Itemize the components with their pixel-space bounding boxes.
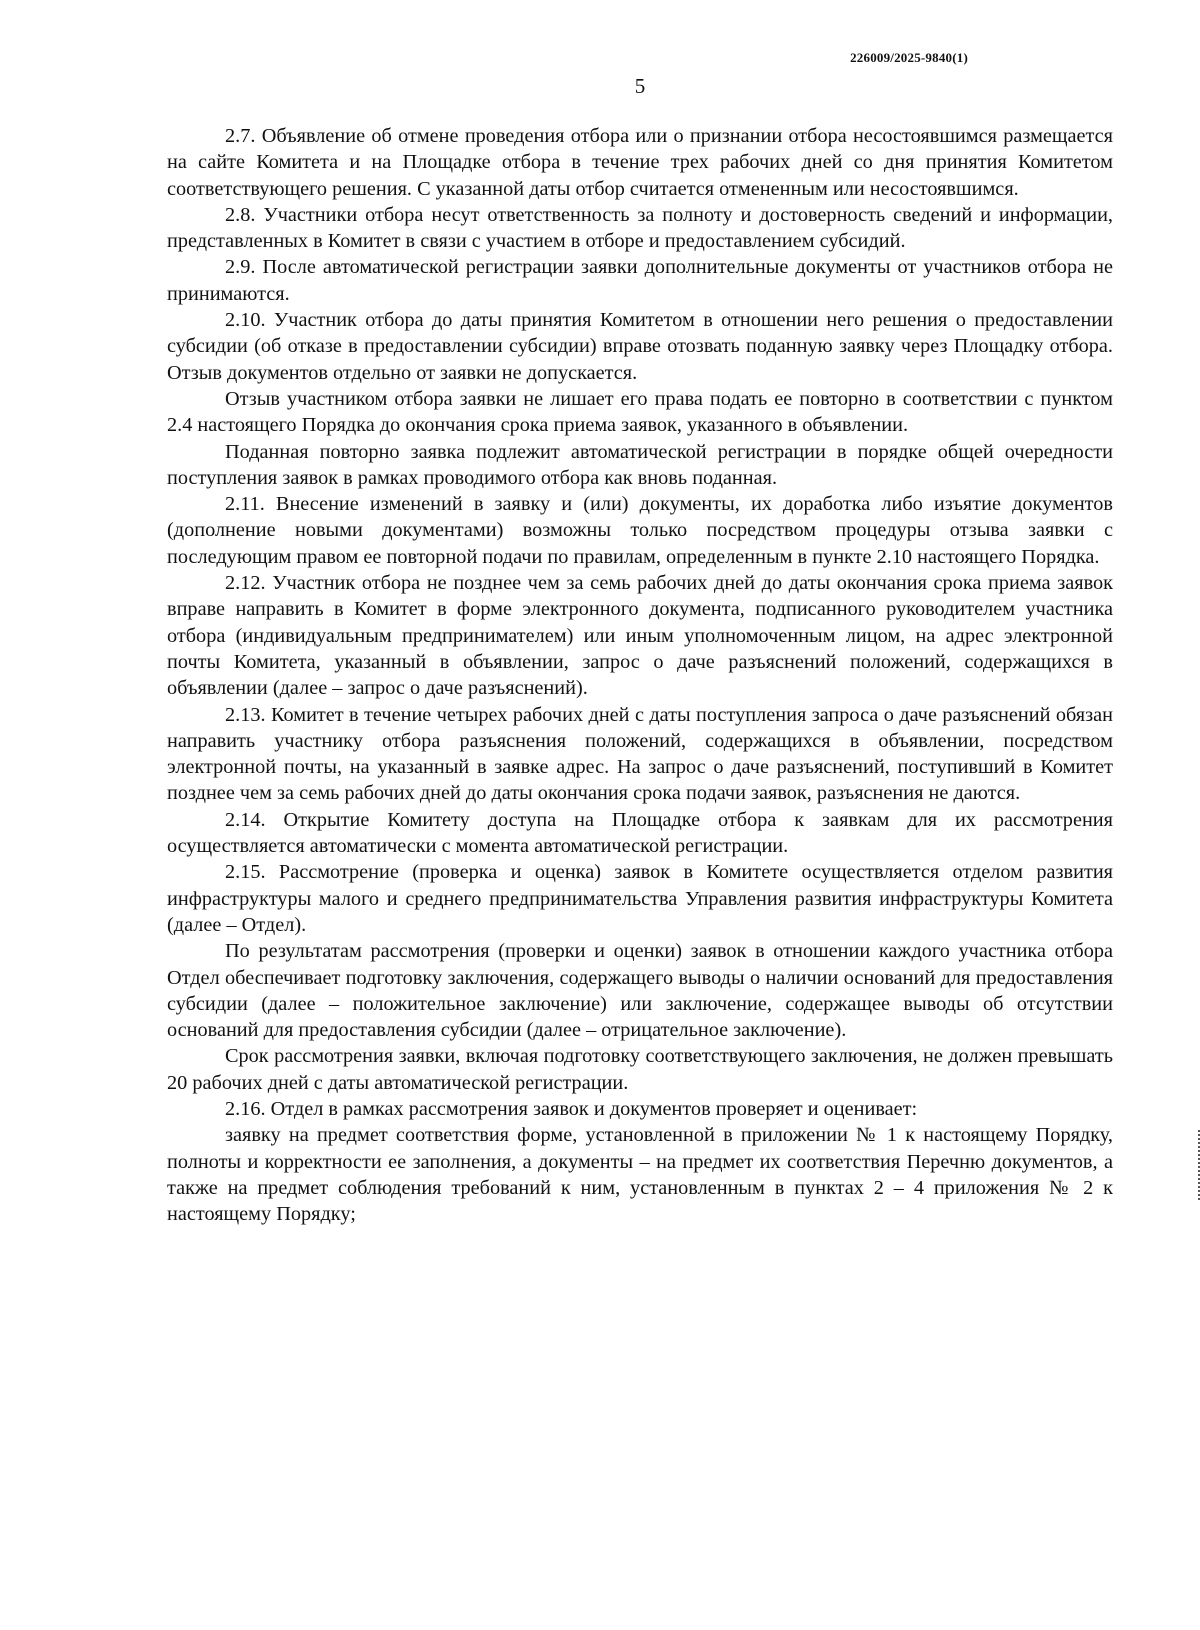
paragraph-2-16: 2.16. Отдел в рамках рассмотрения заявок и документов проверяет и оценивает: xyxy=(225,1097,918,1120)
document-body xyxy=(167,123,1113,1227)
paragraph-2-13: 2.13. Комитет в течение четырех рабочих дней с даты поступления запроса о даче разъяснений обязан направить участнику отбора разъяснения положений, содержащихся в объявлении, посредством электронной почты, на указанный в заявке адрес. На запрос о даче разъяснений, поступивший в Комитет позднее чем за семь рабочих дней до даты окончания срока подачи заявок, разъяснения не даются. xyxy=(167,703,1113,805)
paragraph-2-15: 2.15. Рассмотрение (проверка и оценка) заявок в Комитете осуществляется отделом развития инфраструктуры малого и среднего предпринимательства Управления развития инфраструктуры Комитета (далее – Отдел). xyxy=(167,861,1113,936)
paragraph-2-15-term: Срок рассмотрения заявки, включая подготовку соответствующего заключения, не должен превышать 20 рабочих дней с даты автоматической регистрации. xyxy=(167,1045,1113,1094)
paragraph-2-8: 2.8. Участники отбора несут ответственность за полноту и достоверность сведений и информации, представленных в Комитет в связи с участием в отборе и предоставлением субсидий. xyxy=(167,203,1113,253)
paragraph-2-9: 2.9. После автоматической регистрации заявки дополнительные документы от участников отбора не принимаются. xyxy=(167,256,1113,305)
paragraph-2-16-item: заявку на предмет соответствия форме, установленной в приложении № 1 к настоящему Порядку, полноты и корректности ее заполнения, а документы – на предмет их соответствия Перечню документов, а также на предмет соблюдения требований к ним, установленным в пунктах 2 – 4 приложения № 2 к настоящему Порядку; xyxy=(167,1124,1113,1226)
paragraph-2-10-resubmission: Поданная повторно заявка подлежит автоматической регистрации в порядке общей очередности поступления заявок в рамках проводимого отбора как вновь поданная. xyxy=(167,440,1113,489)
paragraph-2-10-withdrawal: Отзыв участником отбора заявки не лишает его права подать ее повторно в соответствии с пунктом 2.4 настоящего Порядка до окончания срока приема заявок, указанного в объявлении. xyxy=(167,387,1113,437)
paragraph-2-14: 2.14. Открытие Комитету доступа на Площадке отбора к заявкам для их рассмотрения осуществляется автоматически с момента автоматической регистрации. xyxy=(167,808,1113,858)
page-number: 5 xyxy=(634,74,646,98)
paragraph-2-11: 2.11. Внесение изменений в заявку и (или) документы, их доработка либо изъятие документов (дополнение новыми документами) возможны только посредством процедуры отзыва заявки с последующим правом ее повторной подачи по правилам, определенным в пункте 2.10 настоящего Порядка. xyxy=(167,493,1113,568)
paragraph-2-10: 2.10. Участник отбора до даты принятия Комитетом в отношении него решения о предоставлении субсидии (об отказе в предоставлении субсидии) вправе отозвать поданную заявку через Площадку отбора. Отзыв документов отдельно от заявки не допускается. xyxy=(167,309,1113,384)
document-id: 226009/2025-9840(1) xyxy=(850,50,968,65)
paragraph-2-7: 2.7. Объявление об отмене проведения отбора или о признании отбора несостоявшимся размещается на сайте Комитета и на Площадке отбора в течение трех рабочих дней со дня принятия Комитетом соответствующего решения. С указанной даты отбор считается отмененным или несостоявшимся. xyxy=(167,125,1113,200)
paragraph-2-12: 2.12. Участник отбора не позднее чем за семь рабочих дней до даты окончания срока приема заявок вправе направить в Комитет в форме электронного документа, подписанного руководителем участника отбора (индивидуальным предпринимателем) или иным уполномоченным лицом, на адрес электронной почты Комитета, указанный в объявлении, запрос о даче разъяснений положений, содержащихся в объявлении (далее – запрос о даче разъяснений). xyxy=(167,572,1113,700)
paragraph-2-15-results: По результатам рассмотрения (проверки и оценки) заявок в отношении каждого участника отбора Отдел обеспечивает подготовку заключения, содержащего выводы о наличии оснований для предоставления субсидии (далее – положительное заключение) или заключение, содержащее выводы об отсутствии оснований для предоставления субсидии (далее – отрицательное заключение). xyxy=(167,940,1113,1042)
scan-edge-marks xyxy=(1195,1130,1200,1200)
